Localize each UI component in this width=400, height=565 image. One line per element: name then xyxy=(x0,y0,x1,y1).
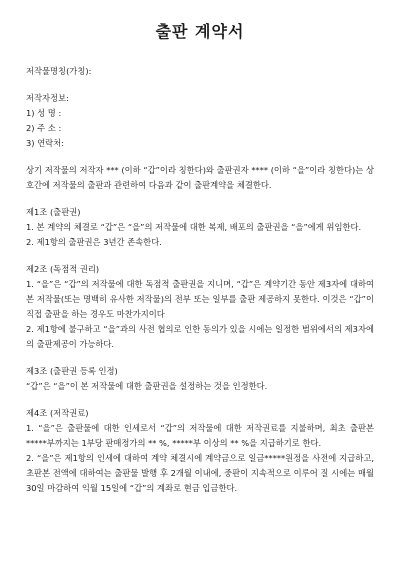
article-3 xyxy=(26,364,374,394)
author-address-field: 2) 주 소 : xyxy=(26,123,62,133)
article-paragraph: 2. “을”은 제1항의 인세에 대하여 계약 체결시에 계약금으로 일금*****원정을 사전에 지급하고, 초판본 전액에 대하여는 출판물 발행 후 2개월 이내에, 중판이 지속적으로 이루어 질 시에는 매월 30일 마감하여 익월 15일에 “갑”의 계좌로 현금 입금한다. xyxy=(26,453,374,493)
document-title: 출판 계약서 xyxy=(155,22,245,41)
article-heading: 제2조 (독점적 권리) xyxy=(26,264,100,274)
work-title-label: 저작물명칭(가칭): xyxy=(26,66,92,76)
author-info-heading: 저작자정보: xyxy=(26,93,69,103)
article-paragraph: 2. 제1항의 출판권은 3년간 존속한다. xyxy=(26,237,162,247)
article-heading: 제3조 (출판권 등록 인정) xyxy=(26,366,118,376)
article-paragraph: 2. 제1항에 불구하고 “을”과의 사전 협의로 인한 동의가 있을 시에는 일정한 범위에서의 제3자에의 출판제공이 가능하다. xyxy=(26,324,374,349)
article-1 xyxy=(26,205,374,250)
author-name-field: 1) 성 명 : xyxy=(26,108,62,118)
author-info-section xyxy=(26,91,374,151)
article-heading: 제4조 (저작권료) xyxy=(26,408,89,418)
article-paragraph: 1. 본 계약의 체결로 “갑”은 “을”의 저작물에 대한 복제, 배포의 출판권을 “을”에게 위임한다. xyxy=(26,222,362,232)
article-paragraph: “갑”은 “을”이 본 저작물에 대한 출판권을 설정하는 것을 인정한다. xyxy=(26,381,268,391)
article-heading: 제1조 (출판권) xyxy=(26,207,81,217)
article-paragraph: 1. “을”은 출판물에 대한 인세로서 “갑”의 저작물에 대한 저작권료를 지불하며, 최초 출판본 *****부까지는 1부당 판매정가의 ** %, *****부 이상의 ** %을 지급하기로 한다. xyxy=(26,423,374,448)
article-2 xyxy=(26,262,374,352)
author-contact-field: 3) 연락처: xyxy=(26,138,64,148)
preamble: 상기 저작물의 저작자 *** (이하 “갑”이라 칭한다)와 출판권자 **** (이하 “을”이라 칭한다)는 상호간에 저작물의 출판과 관련하여 다음과 같이 출판계약을 체결한다. xyxy=(26,165,374,190)
article-paragraph: 1. “을”은 “갑”의 저작물에 대한 독점적 출판권을 지니며, “갑”은 계약기간 동안 제3자에 대하여 본 저작물(또는 명백히 유사한 저작물)의 전부 또는 일부를 출판 제공하지 못한다. 이것은 “갑”이 직접 출판을 하는 경우도 마찬가지이다 xyxy=(26,279,374,319)
article-4 xyxy=(26,406,374,496)
